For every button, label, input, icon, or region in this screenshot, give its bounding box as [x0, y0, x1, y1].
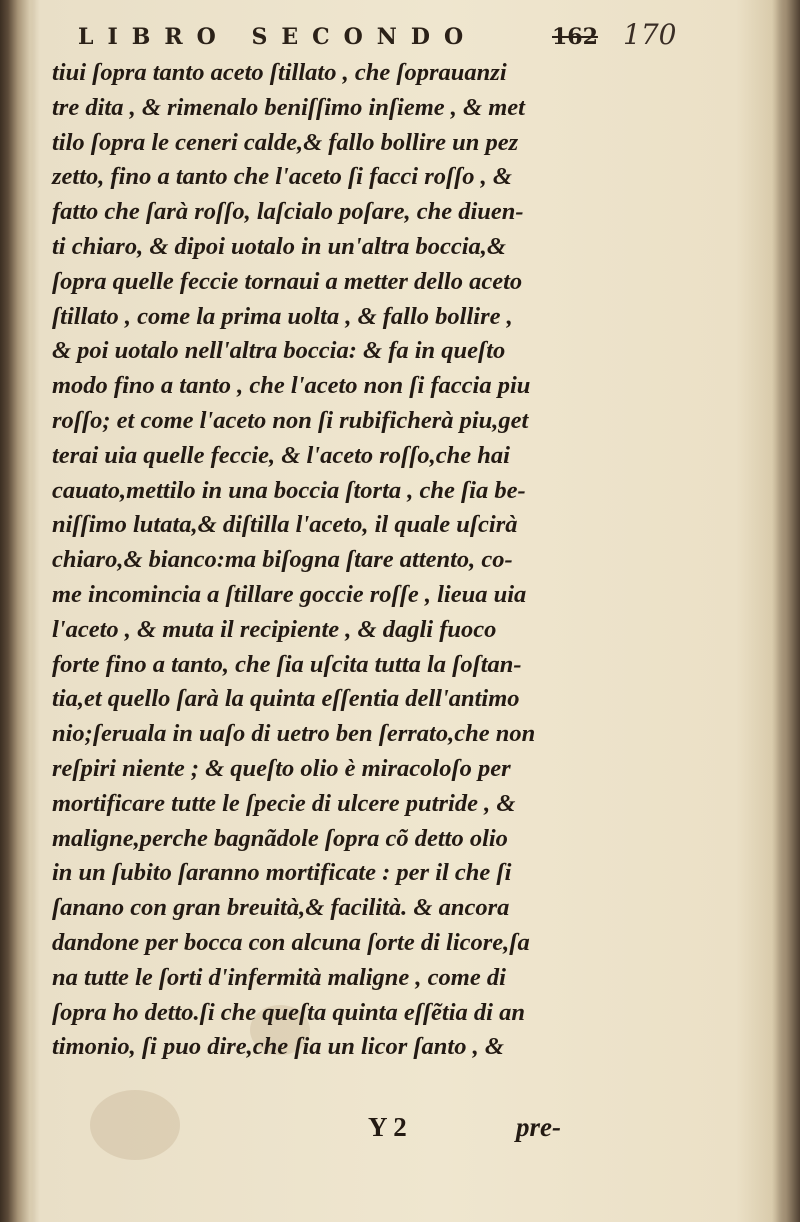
text-line: tilo ſopra le ceneri calde,& fallo bollire un pez [52, 128, 519, 156]
page-edge [772, 0, 800, 1222]
text-line: reſpiri niente ; & queſto olio è miracoloſo per [52, 754, 511, 782]
text-line: fatto che ſarà roſſo, laſcialo poſare, che diuen- [52, 198, 524, 226]
running-title: LIBRO SECONDO [78, 24, 478, 50]
text-line: roſſo; et come l'aceto non ſi rubificherà piu,get [52, 406, 529, 434]
text-line: tre dita , & rimenalo beniſſimo inſieme , & met [52, 93, 525, 121]
signature-mark: Y 2 [368, 1112, 407, 1142]
struck-page-number: 162 [552, 24, 598, 50]
catchword: pre- [516, 1112, 561, 1142]
text-line: cauato,mettilo in una boccia ſtorta , che ſia be- [52, 476, 526, 504]
text-line: & poi uotalo nell'altra boccia: & fa in queſto [52, 337, 506, 365]
text-line: dandone per bocca con alcuna ſorte di licore,ſa [52, 928, 530, 956]
text-line: me incomincia a ſtillare goccie roſſe , lieua uia [52, 580, 527, 608]
text-line: zetto, fino a tanto che l'aceto ſi facci roſſo , & [52, 163, 512, 191]
body-text [52, 56, 632, 1065]
text-line: terai uia quelle feccie, & l'aceto roſſo,che hai [52, 441, 510, 469]
page-footer [0, 1112, 800, 1160]
text-line: ti chiaro, & dipoi uotalo in un'altra boccia,& [52, 232, 506, 260]
text-line: ſopra quelle feccie tornaui a metter dello aceto [52, 267, 523, 295]
text-line: niſſimo lutata,& diſtilla l'aceto, il quale uſcirà [52, 511, 518, 539]
text-line: tia,et quello ſarà la quinta eſſentia dell'antimo [52, 685, 520, 713]
page-header [78, 18, 698, 58]
text-line: forte fino a tanto, che ſia uſcita tutta la ſoſtan- [52, 650, 522, 678]
text-line: nio;ſeruala in uaſo di uetro ben ſerrato,che non [52, 720, 536, 748]
text-line: timonio, ſi puo dire,che ſia un licor ſanto , & [52, 1033, 504, 1061]
text-line: tiui ſopra tanto aceto ſtillato , che ſoprauanzi [52, 59, 507, 86]
text-line: ſopra ho detto.ſi che queſta quinta eſſẽtia di an [52, 998, 525, 1026]
text-line: ſtillato , come la prima uolta , & fallo bollire , [52, 302, 513, 330]
text-line: in un ſubito ſaranno mortificate : per il che ſi [52, 859, 512, 887]
page-number: 170 [623, 18, 677, 51]
text-line: modo fino a tanto , che l'aceto non ſi faccia piu [52, 372, 531, 400]
text-line: mortificare tutte le ſpecie di ulcere putride , & [52, 789, 516, 817]
text-line: maligne,perche bagnãdole ſopra cõ detto olio [52, 824, 508, 852]
text-line: na tutte le ſorti d'infermità maligne , come di [52, 963, 506, 991]
text-line: ſanano con gran breuità,& facilità. & ancora [52, 894, 510, 922]
binding-edge [0, 0, 36, 1222]
text-line: l'aceto , & muta il recipiente , & dagli fuoco [52, 615, 497, 643]
text-line: chiaro,& bianco:ma biſogna ſtare attento, co- [52, 546, 513, 574]
